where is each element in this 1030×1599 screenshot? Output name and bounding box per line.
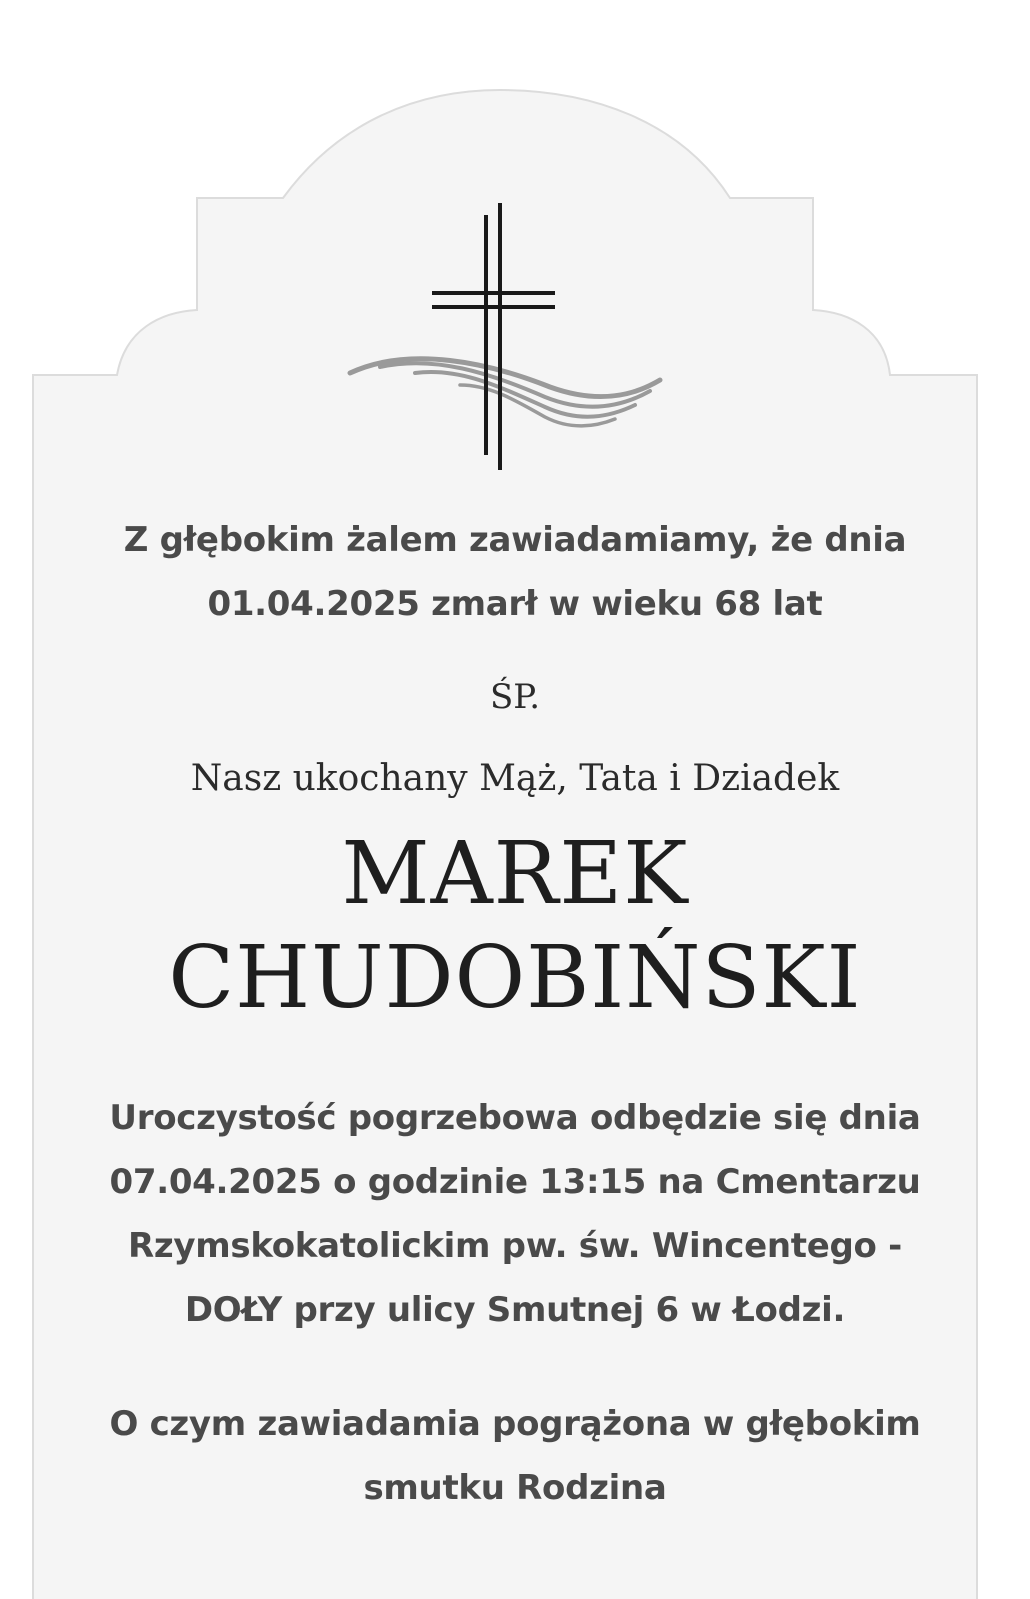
funeral-line: 07.04.2025 o godzinie 13:15 na Cmentarzu — [109, 1162, 921, 1202]
funeral-line: Uroczystość pogrzebowa odbędzie się dnia — [109, 1098, 921, 1138]
deceased-name — [90, 822, 940, 1030]
announcement-line: 01.04.2025 zmarł w wieku 68 lat — [207, 584, 823, 624]
closing-text — [90, 1392, 940, 1520]
cross-icon — [340, 195, 680, 480]
last-name: CHUDOBIŃSKI — [168, 928, 862, 1028]
funeral-line: DOŁY przy ulicy Smutnej 6 w Łodzi. — [184, 1290, 846, 1330]
announcement-text — [90, 508, 940, 636]
sp-label: ŚP. — [489, 677, 541, 717]
announcement-line: Z głębokim żalem zawiadamiamy, że dnia — [123, 520, 907, 560]
double-line-cross-icon — [432, 203, 555, 470]
relation-text: Nasz ukochany Mąż, Tata i Dziadek — [190, 758, 840, 799]
funeral-details — [90, 1086, 940, 1342]
first-name: MAREK — [341, 824, 689, 924]
closing-line: O czym zawiadamia pogrążona w głębokim — [109, 1404, 921, 1444]
closing-line: smutku Rodzina — [363, 1468, 667, 1508]
wave-lines-icon — [350, 359, 660, 426]
funeral-line: Rzymskokatolickim pw. św. Wincentego - — [128, 1226, 902, 1266]
